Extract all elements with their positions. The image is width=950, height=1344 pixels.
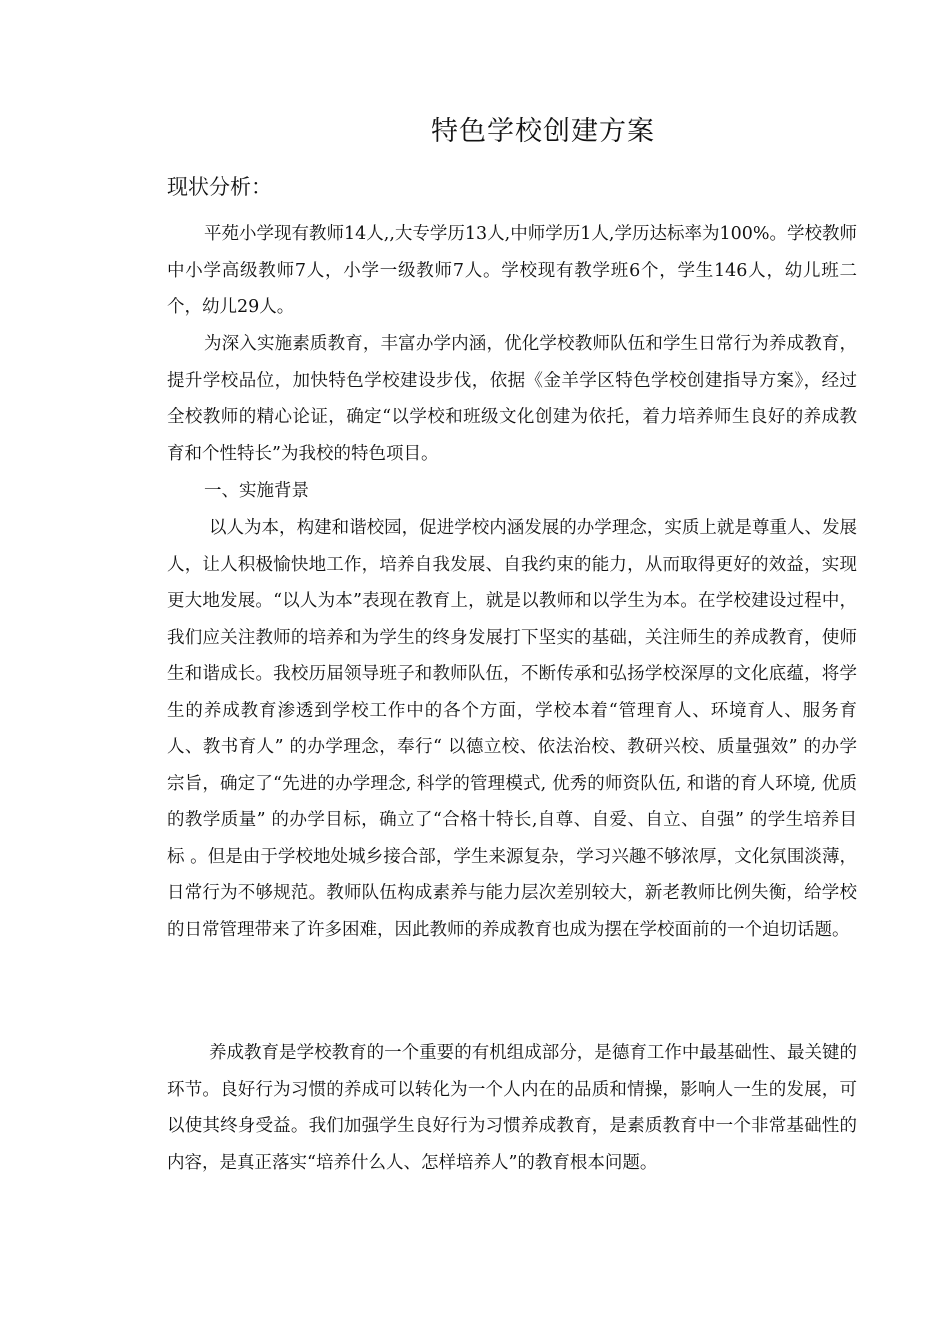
paragraph-feature-project: 为深入实施素质教育，丰富办学内涵，优化学校教师队伍和学生日常行为养成教育，提升学校品位，加快特色学校建设步伐，依据《金羊学区特色学校创建指导方案》，经过全校教师的精心论证，确定“以学校和班级文化创建为依托，着力培养师生良好的养成教育和个性特长”为我校的特色项目。: [167, 334, 857, 464]
sub-heading-background: 一、实施背景: [204, 481, 309, 501]
document-title: 特色学校创建方案: [431, 116, 655, 147]
paragraph-staff-overview: 平苑小学现有教师14人,,大专学历13人,中师学历1人,学历达标率为100%。学校教师中小学高级教师7人，小学一级教师7人。学校现有教学班6个，学生146人，幼儿班二个，幼儿29人。: [167, 224, 857, 317]
paragraph-people-oriented: 以人为本，构建和谐校园，促进学校内涵发展的办学理念，实质上就是尊重人、发展人，让人积极愉快地工作，培养自我发展、自我约束的能力，从而取得更好的效益，实现更大地发展。“以人为本”表现在教育上，就是以教师和以学生为本。在学校建设过程中，我们应关注教师的培养和为学生的终身发展打下坚实的基础，关注师生的养成教育，使师生和谐成长。我校历届领导班子和教师队伍，不断传承和弘扬学校深厚的文化底蕴，将学生的养成教育渗透到学校工作中的各个方面，学校本着“管理育人、环境育人、服务育人、教书育人” 的办学理念，奉行“ 以德立校、依法治校、教研兴校、质量强效” 的办学宗旨，确定了“先进的办学理念, 科学的管理模式, 优秀的师资队伍, 和谐的育人环境, 优质的教学质量” 的办学目标，确立了“合格十特长,自尊、自爱、自立、自强” 的学生培养目标 。但是由于学校地处城乡接合部，学生来源复杂，学习兴趣不够浓厚，文化氛围淡薄，日常行为不够规范。教师队伍构成素养与能力层次差别较大，新老教师比例失衡，给学校的日常管理带来了许多困难，因此教师的养成教育也成为摆在学校面前的一个迫切话题。: [167, 518, 857, 940]
paragraph-habit-education: 养成教育是学校教育的一个重要的有机组成部分，是德育工作中最基础性、最关键的环节。良好行为习惯的养成可以转化为一个人内在的品质和情操，影响人一生的发展，可以使其终身受益。我们加强学生良好行为习惯养成教育，是素质教育中一个非常基础性的内容，是真正落实“培养什么人、怎样培养人”的教育根本问题。: [167, 1043, 857, 1173]
section-heading-status-analysis: 现状分析：: [167, 175, 272, 199]
